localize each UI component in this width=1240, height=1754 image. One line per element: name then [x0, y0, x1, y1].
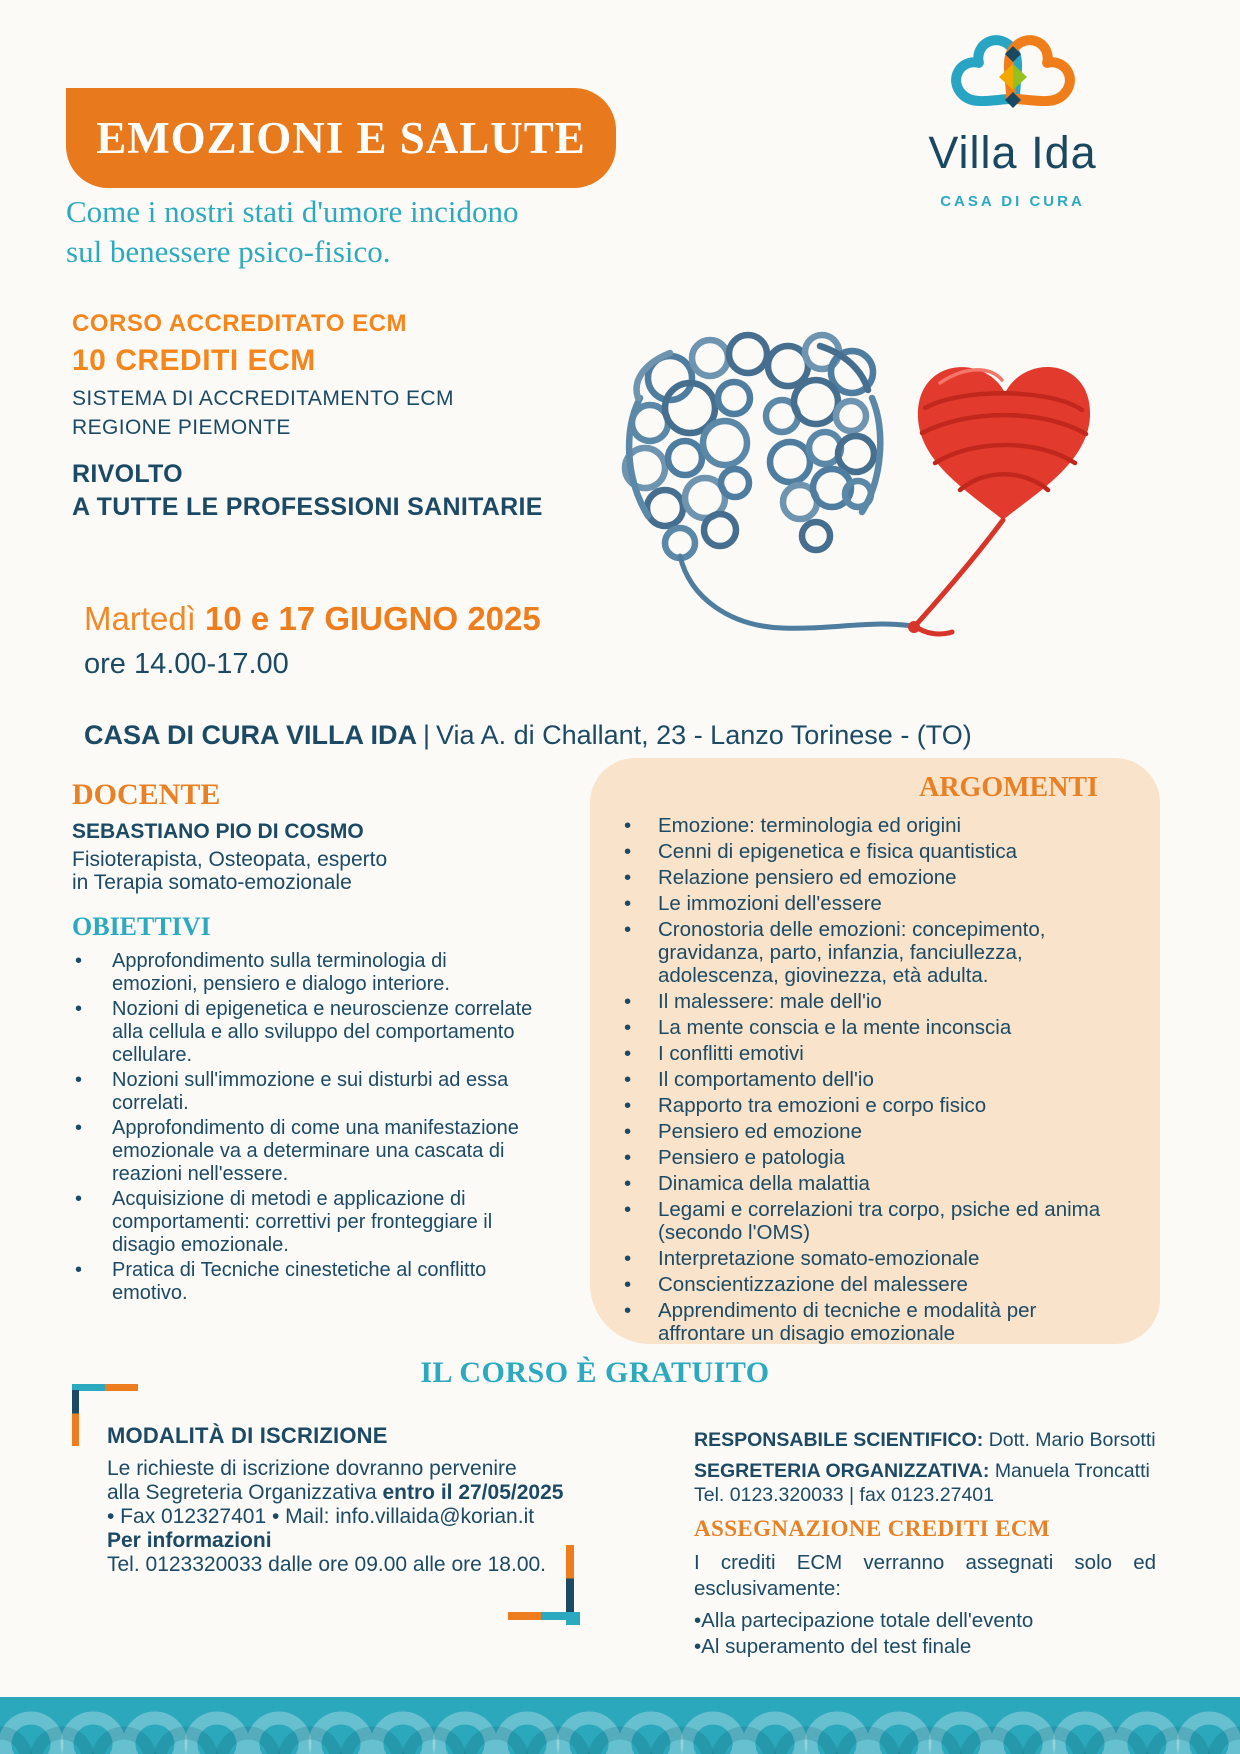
responsabile-line: [694, 1428, 1156, 1452]
list-item: • Relazione pensiero ed emozione: [624, 866, 1129, 889]
credits-block: [694, 1516, 1156, 1660]
accreditation-credits: 10 CREDITI ECM: [72, 344, 316, 377]
list-item: • Dinamica della malattia: [624, 1172, 1129, 1195]
accreditation-system: SISTEMA DI ACCREDITAMENTO ECM: [72, 387, 454, 410]
obiettivi-block: [72, 912, 534, 1307]
venue-separator: |: [423, 720, 431, 750]
accreditation-line1: CORSO ACCREDITATO ECM: [72, 310, 407, 337]
responsabile-value: Dott. Mario Borsotti: [988, 1429, 1156, 1451]
docente-name: SEBASTIANO PIO DI COSMO: [72, 820, 364, 843]
schedule-day: Martedì: [84, 600, 206, 637]
list-item: • Il comportamento dell'io: [624, 1068, 1129, 1091]
registration-fax-mail: • Fax 012327401 • Mail: info.villaida@korian.it: [107, 1505, 535, 1528]
list-item: • La mente conscia e la mente inconscia: [624, 1016, 1129, 1039]
segreteria-label: SEGRETERIA ORGANIZZATIVA:: [694, 1460, 995, 1482]
audience-line2: A TUTTE LE PROFESSIONI SANITARIE: [72, 493, 543, 521]
docente-heading: DOCENTE: [72, 778, 221, 811]
accreditation-block: [72, 310, 454, 440]
registration-phone: Tel. 0123320033 dalle ore 09.00 alle ore 18.00.: [107, 1553, 547, 1576]
obiettivi-heading: OBIETTIVI: [72, 912, 211, 941]
subtitle-line1: Come i nostri stati d'umore incidono: [66, 194, 519, 229]
registration-heading: MODALITÀ DI ISCRIZIONE: [107, 1423, 388, 1448]
argomenti-list: [624, 814, 1129, 1345]
argomenti-heading: ARGOMENTI: [919, 772, 1098, 803]
venue-name: CASA DI CURA VILLA IDA: [84, 720, 417, 750]
corner-bracket-bottom-horizontal: [508, 1612, 574, 1620]
registration-line2-normal: alla Segreteria Organizzativa: [107, 1481, 383, 1504]
schedule-block: [84, 600, 541, 681]
registration-line1: Le richieste di iscrizione dovranno pervenire: [107, 1457, 517, 1480]
page-title: EMOZIONI E SALUTE: [96, 113, 586, 163]
segreteria-value: Manuela Troncatti: [994, 1460, 1150, 1482]
venue-line: [84, 720, 972, 751]
list-item: • Legami e correlazioni tra corpo, psiche ed anima (secondo l'OMS): [624, 1198, 1129, 1244]
list-item: • Pensiero e patologia: [624, 1146, 1129, 1169]
schedule-date-line: [84, 600, 541, 638]
list-item: • I conflitti emotivi: [624, 1042, 1129, 1065]
logo-name: Villa Ida: [928, 127, 1097, 178]
list-item: • Pensiero ed emozione: [624, 1120, 1129, 1143]
subtitle-line2: sul benessere psico-fisico.: [66, 234, 391, 269]
brain-heart-yarn-illustration: [520, 258, 1140, 658]
list-item: • Apprendimento di tecniche e modalità per affrontare un disagio emozionale: [624, 1299, 1129, 1345]
list-item: • Pratica di Tecniche cinestetiche al conflitto emotivo.: [72, 1259, 534, 1305]
credits-line2: esclusivamente:: [694, 1577, 841, 1600]
schedule-dates: 10 e 17 GIUGNO 2025: [205, 600, 541, 637]
contacts-phone-fax: Tel. 0123.320033 | fax 0123.27401: [694, 1484, 994, 1506]
villa-ida-logo: [905, 34, 1120, 210]
free-course-heading: IL CORSO È GRATUITO: [420, 1356, 770, 1389]
title-banner: [66, 88, 616, 188]
docente-role-line1: Fisioterapista, Osteopata, esperto: [72, 848, 388, 871]
docente-role-line2: in Terapia somato-emozionale: [72, 871, 352, 894]
registration-info-label: Per informazioni: [107, 1529, 272, 1552]
corner-bracket-top-horizontal: [72, 1384, 138, 1391]
list-item: • Approfondimento sulla terminologia di emozioni, pensiero e dialogo interiore.: [72, 950, 534, 996]
subtitle: [66, 192, 518, 272]
contacts-block: [694, 1428, 1156, 1507]
credits-line1: I crediti ECM verranno assegnati solo ed: [694, 1551, 1156, 1574]
registration-deadline: entro il 27/05/2025: [382, 1481, 564, 1504]
credits-heading: ASSEGNAZIONE CREDITI ECM: [694, 1516, 1050, 1541]
list-item: • Approfondimento di come una manifestazione emozionale va a determinare una cascata di reazioni nell'essere.: [72, 1117, 534, 1186]
corner-bracket-top-vertical: [72, 1390, 79, 1446]
responsabile-label: RESPONSABILE SCIENTIFICO:: [694, 1429, 989, 1451]
list-item: • Il malessere: male dell'io: [624, 990, 1129, 1013]
audience-line1: RIVOLTO: [72, 460, 183, 488]
docente-role: [72, 848, 387, 894]
credits-bullet2: •Al superamento del test finale: [694, 1635, 972, 1658]
hearts-logo-icon: [938, 34, 1088, 120]
list-item: • Interpretazione somato-emozionale: [624, 1247, 1129, 1270]
venue-address: Via A. di Challant, 23 - Lanzo Torinese - (TO): [436, 720, 972, 750]
list-item: • Acquisizione di metodi e applicazione di comportamenti: correttivi per fronteggiare il disagio emozionale.: [72, 1188, 534, 1257]
list-item: • Cenni di epigenetica e fisica quantistica: [624, 840, 1129, 863]
registration-block: [107, 1424, 587, 1577]
registration-line2: [107, 1481, 587, 1505]
segreteria-line: [694, 1459, 1156, 1483]
corner-bracket-corner-square: [566, 1612, 580, 1625]
accreditation-region: REGIONE PIEMONTE: [72, 416, 291, 439]
list-item: • Cronostoria delle emozioni: concepimento, gravidanza, parto, infanzia, fanciullezza, adolescenza, giovinezza, età adulta.: [624, 918, 1129, 987]
list-item: • Emozione: terminologia ed origini: [624, 814, 1129, 837]
list-item: • Le immozioni dell'essere: [624, 892, 1129, 915]
credits-bullet1: •Alla partecipazione totale dell'evento: [694, 1609, 1034, 1632]
schedule-hours: ore 14.00-17.00: [84, 648, 289, 680]
audience-block: [72, 458, 543, 524]
list-item: • Nozioni sull'immozione e sui disturbi ad essa correlati.: [72, 1069, 534, 1115]
obiettivi-list: [72, 950, 534, 1305]
docente-block: [72, 778, 387, 894]
argomenti-box: [590, 758, 1160, 1344]
list-item: • Nozioni di epigenetica e neuroscienze correlate alla cellula e allo sviluppo del comportamento cellulare.: [72, 998, 534, 1067]
logo-tagline: CASA DI CURA: [940, 193, 1085, 210]
list-item: • Rapporto tra emozioni e corpo fisico: [624, 1094, 1129, 1117]
bottom-wave-pattern: [0, 1697, 1240, 1754]
list-item: • Conscientizzazione del malessere: [624, 1273, 1129, 1296]
